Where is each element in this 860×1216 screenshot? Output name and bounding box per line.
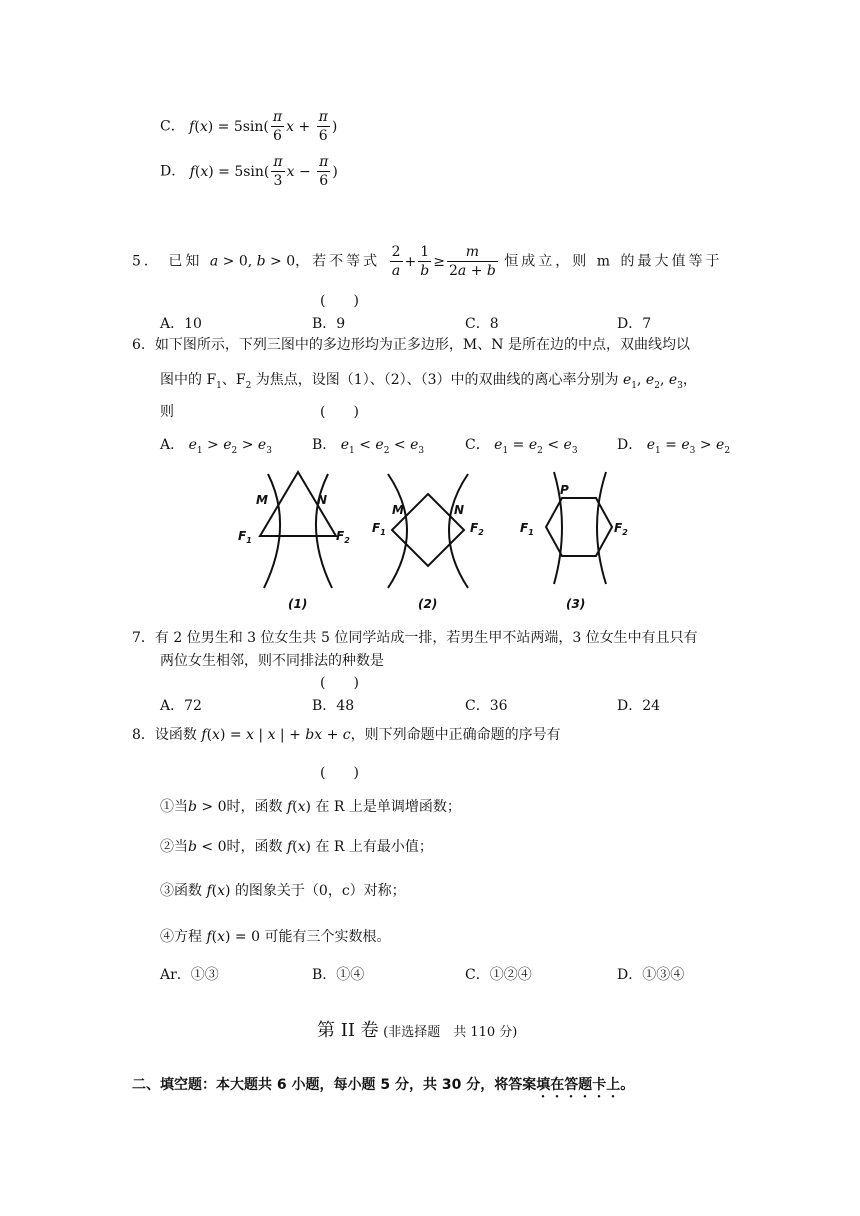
q8-statement-2: ②当b < 0时，函数 f(x) 在 R 上有最小值； xyxy=(160,839,433,855)
q7-option-b: B．48 xyxy=(312,698,355,714)
q8-text-1: 8．设函数 xyxy=(132,727,197,743)
q6-line-2c: 为焦点，设图（1）、（2）、（3）中的双曲线的离心率分别为 xyxy=(251,372,619,388)
q8-statement-1: ①当b > 0时，函数 f(x) 在 R 上是单调增函数； xyxy=(160,799,461,815)
q6-line-2b: 、F xyxy=(221,372,246,388)
fig2-label-m: M xyxy=(392,503,404,517)
q6-line-2: 图中的 $F_1$、$F_2$ 为焦点，设图（1）、（2）、（3）中的双曲线的离心率分别为 $e_1$, $e_2$, $e_3$， xyxy=(160,372,697,391)
q5-inequality: $\frac{2}{a}$ + $\frac{1}{b}$ ≥ $\frac{m}{2a + b}$ xyxy=(391,244,496,279)
fig3-hyperbola-right xyxy=(597,472,606,584)
q5-condition: a > 0, b > 0 xyxy=(209,253,296,270)
q7-option-a: A．72 xyxy=(160,698,202,714)
fig3-label-p: P xyxy=(560,483,569,497)
fig3-hexagon xyxy=(546,498,612,556)
fig3-caption: (3) xyxy=(566,597,586,611)
part2-heading xyxy=(317,1016,517,1042)
q5-option-c: C．8 xyxy=(465,316,499,332)
q6-line-3: 则 xyxy=(160,404,174,420)
q8-stem xyxy=(132,724,561,744)
q8-option-a: Ar．①③ xyxy=(160,967,219,983)
q4-option-d-formula: f(x) = 5sin( $\frac{\pi}{3}$ x − $\frac{\pi}{6}$ ) xyxy=(189,154,338,189)
section2-text: 二、填空题：本大题共 6 小题，每小题 5 分，共 30 分，将答案 xyxy=(132,1077,537,1093)
fig2-label-f1: $F_1$ xyxy=(372,521,386,537)
q4-option-c-label: C． xyxy=(160,118,185,135)
fig2-hyperbola-right xyxy=(449,474,468,588)
part2-subtitle: (非选择题 共 110 分) xyxy=(383,1025,518,1040)
fig1-label-n: N xyxy=(317,493,328,507)
q7-paren: ( ) xyxy=(320,675,359,691)
q8-statement-4: ④方程 f(x) = 0 可能有三个实数根。 xyxy=(160,929,391,945)
fig1-label-f2: $F_2$ xyxy=(336,529,350,545)
section2-heading xyxy=(132,1074,634,1101)
q6-eccentricities: $e_1$, $e_2$, $e_3$， xyxy=(622,372,697,391)
q7-option-d: D．24 xyxy=(617,698,661,714)
q5-option-b: B．9 xyxy=(312,316,346,332)
fig1-label-f1: $F_1$ xyxy=(238,529,252,545)
q4-option-d-label: D． xyxy=(160,163,186,180)
q8-text-2: ，则下列命题中正确命题的序号有 xyxy=(350,727,561,743)
fig3-label-f1: $F_1$ xyxy=(520,521,534,537)
q5-text-1: 已知 xyxy=(168,253,203,270)
q7-line-1: 7．有 2 位男生和 3 位女生共 5 位同学站成一排，若男生甲不站两端，3 位女生中有且只有 xyxy=(132,630,698,646)
q6-figure xyxy=(220,466,650,616)
q6-option-b: B． $e_1 < e_2 < e_3$ xyxy=(312,437,425,456)
q5-paren: ( ) xyxy=(320,293,359,309)
q5-option-a: A．10 xyxy=(160,316,202,332)
q7-line-2: 两位女生相邻，则不同排法的种数是 xyxy=(160,653,384,669)
q6-option-d: D． $e_1 = e_3 > e_2$ xyxy=(617,437,731,456)
fig1-label-m: M xyxy=(256,493,268,507)
q5-text-2: ，若不等式 xyxy=(295,253,381,270)
q6-line-2a: 图中的 F xyxy=(160,372,217,388)
q8-function: f(x) = x | x | + bx + c xyxy=(201,727,351,743)
fig3-label-f2: $F_2$ xyxy=(614,521,628,537)
q8-option-c: C．①②④ xyxy=(465,967,532,983)
fig1-hyperbola-left xyxy=(264,474,280,588)
fig1-caption: (1) xyxy=(288,597,308,611)
section2-emphasis: 填在答题卡上 xyxy=(536,1077,621,1093)
q5-text-3: 恒成立，则 m 的最大值等于 xyxy=(504,253,723,270)
q8-option-b: B．①④ xyxy=(312,967,365,983)
q6-paren: ( ) xyxy=(320,404,359,420)
q4-option-c xyxy=(160,108,337,145)
q7-option-c: C．36 xyxy=(465,698,508,714)
part2-title: 第 II 卷 xyxy=(317,1020,379,1041)
q6-line-1: 6．如下图所示，下列三图中的多边形均为正多边形，M、N 是所在边的中点，双曲线均以 xyxy=(132,337,690,353)
q5-number: 5． xyxy=(132,253,161,270)
q4-option-d xyxy=(160,153,338,190)
q8-option-d: D．①③④ xyxy=(617,967,685,983)
q8-statement-3: ③函数 f(x) 的图象关于（0，c）对称； xyxy=(160,883,406,899)
fig1-hyperbola-right xyxy=(316,474,332,588)
fig2-hyperbola-left xyxy=(388,474,407,588)
q6-option-a: A． $e_1 > e_2 > e_3$ xyxy=(160,437,272,456)
q5-option-d: D．7 xyxy=(617,316,652,332)
q8-paren: ( ) xyxy=(320,765,359,781)
q4-option-c-formula: f(x) = 5sin( $\frac{\pi}{6}$ x + $\frac{\pi}{6}$ ) xyxy=(189,109,338,144)
fig2-label-n: N xyxy=(454,503,465,517)
fig2-label-f2: $F_2$ xyxy=(470,521,484,537)
fig2-caption: (2) xyxy=(418,597,438,611)
q5-stem xyxy=(132,243,723,280)
section2-end: 。 xyxy=(620,1077,635,1093)
q6-option-c: C． $e_1 = e_2 < e_3$ xyxy=(465,437,578,456)
